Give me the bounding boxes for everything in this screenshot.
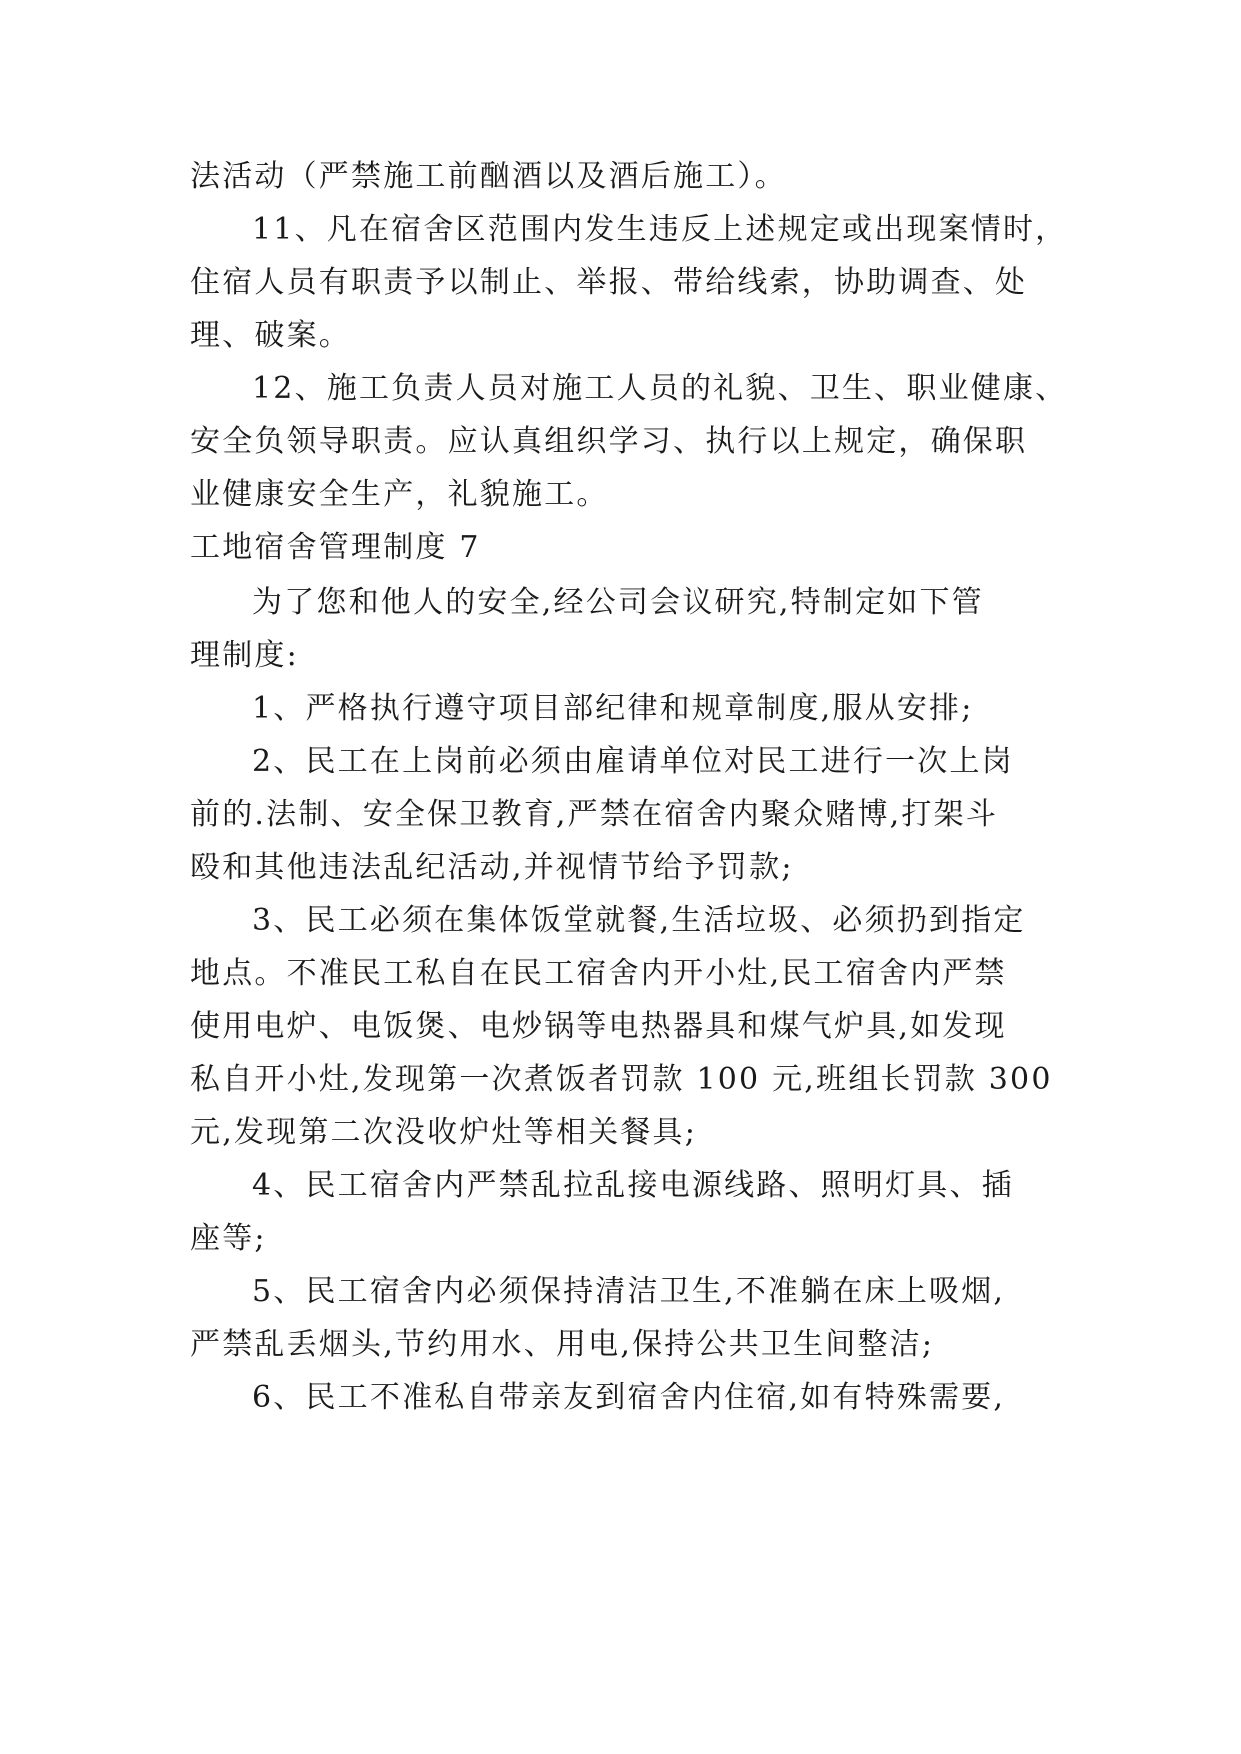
text-line: 12、施工负责人员对施工人员的礼貌、卫生、职业健康、 — [252, 371, 1068, 406]
text-line: 4、民工宿舍内严禁乱拉乱接电源线路、照明灯具、插 — [252, 1168, 1014, 1203]
text-line: 座等; — [190, 1221, 267, 1256]
text-line: 2、民工在上岗前必须由雇请单位对民工进行一次上岗 — [252, 744, 1014, 779]
text-line: 前的.法制、安全保卫教育,严禁在宿舍内聚众赌博,打架斗 — [190, 797, 999, 832]
text-line: 6、民工不准私自带亲友到宿舍内住宿,如有特殊需要, — [252, 1380, 1006, 1415]
text-line: 理制度: — [190, 638, 299, 673]
text-line: 严禁乱丢烟头,节约用水、用电,保持公共卫生间整洁; — [190, 1327, 935, 1362]
text-line: 安全负领导职责。应认真组织学习、执行以上规定，确保职 — [190, 424, 1028, 459]
text-line: 法活动（严禁施工前酗酒以及酒后施工）。 — [190, 159, 787, 194]
text-line: 私自开小灶,发现第一次煮饭者罚款 100 元,班组长罚款 300 — [190, 1062, 1053, 1097]
text-line: 为了您和他人的安全,经公司会议研究,特制定如下管 — [252, 585, 984, 620]
text-line: 1、严格执行遵守项目部纪律和规章制度,服从安排; — [252, 691, 974, 726]
text-line: 5、民工宿舍内必须保持清洁卫生,不准躺在床上吸烟, — [252, 1274, 1006, 1309]
section-title: 工地宿舍管理制度 7 — [190, 530, 481, 565]
text-line: 11、凡在宿舍区范围内发生违反上述规定或出现案情时， — [252, 212, 1068, 247]
text-line: 使用电炉、电饭煲、电炒锅等电热器具和煤气炉具,如发现 — [190, 1009, 1007, 1044]
text-line: 住宿人员有职责予以制止、举报、带给线索，协助调查、处 — [190, 265, 1028, 300]
text-line: 殴和其他违法乱纪活动,并视情节给予罚款; — [190, 850, 794, 885]
text-line: 业健康安全生产，礼貌施工。 — [190, 477, 609, 512]
text-line: 3、民工必须在集体饭堂就餐,生活垃圾、必须扔到指定 — [252, 903, 1026, 938]
text-line: 地点。不准民工私自在民工宿舍内开小灶,民工宿舍内严禁 — [190, 956, 1007, 991]
text-line: 元,发现第二次没收炉灶等相关餐具; — [190, 1115, 698, 1150]
text-line: 理、破案。 — [190, 318, 351, 353]
